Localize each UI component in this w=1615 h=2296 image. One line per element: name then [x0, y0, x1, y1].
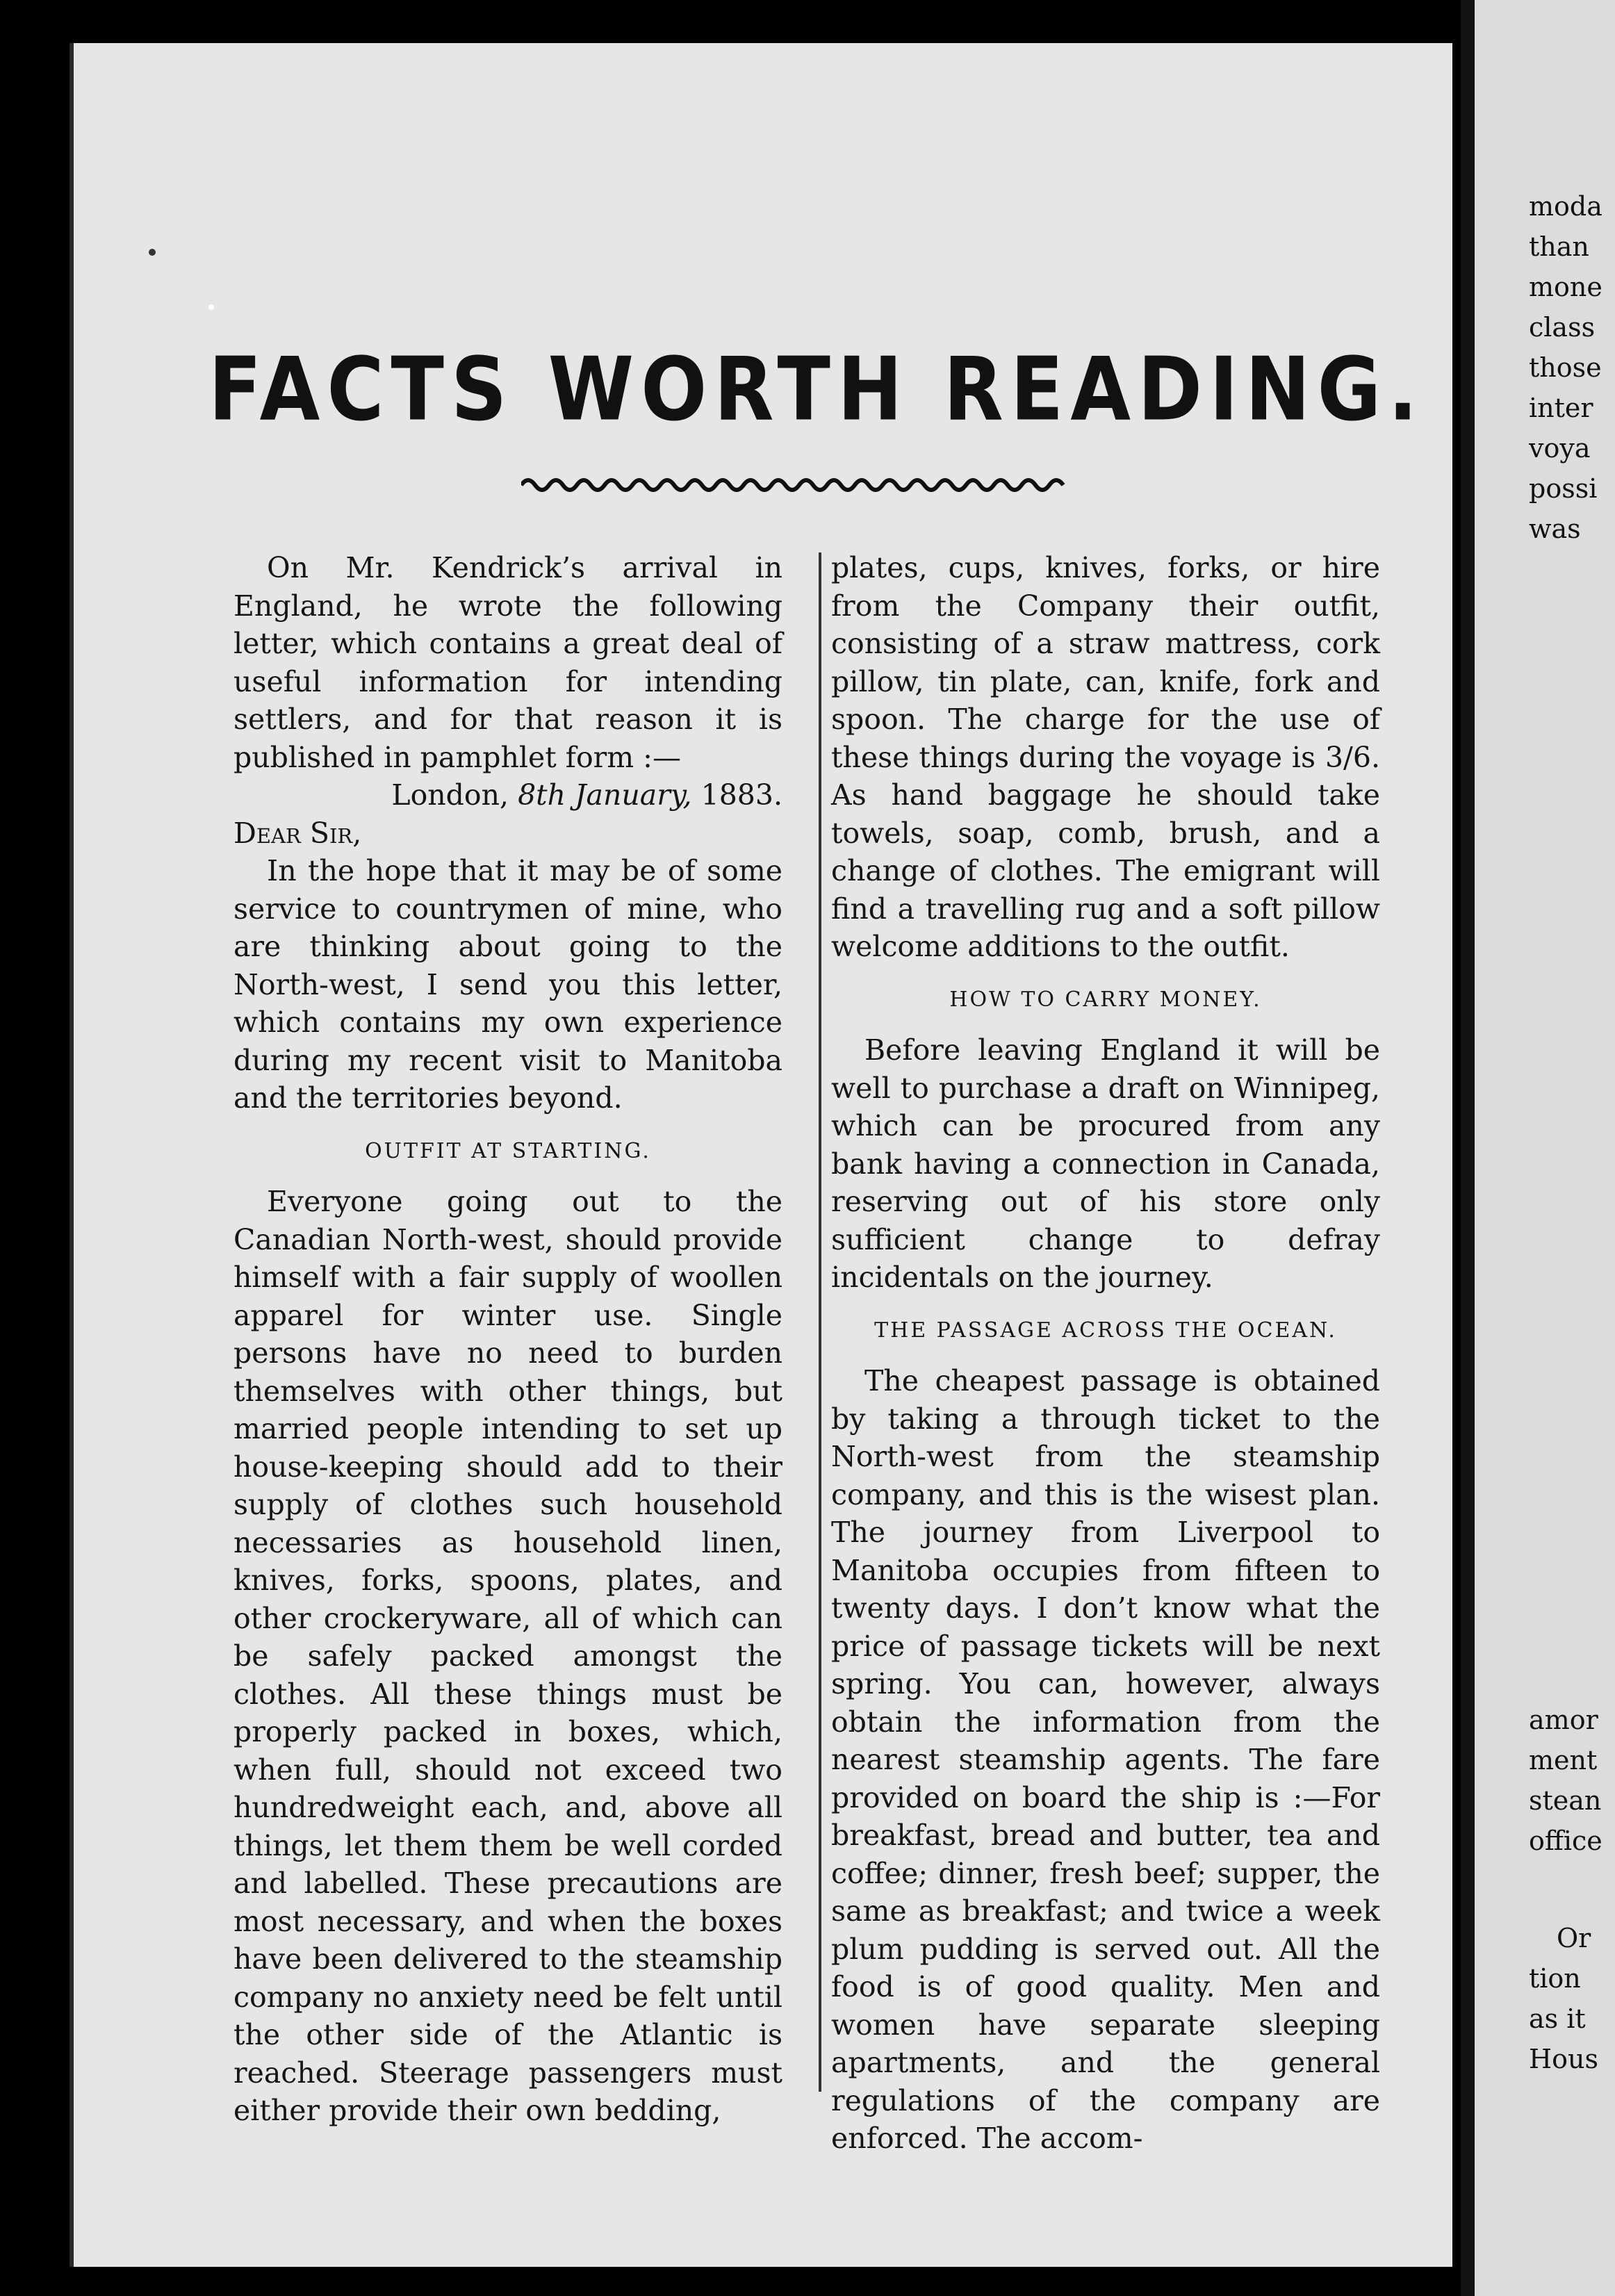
- dateline-year: 1883.: [700, 778, 782, 812]
- intro-paragraph: On Mr. Kendrick’s arrival in England, he wrote the following letter, which contains a great deal of useful information for intending settlers, and for that reason it is published in pamphlet form :—: [233, 551, 782, 774]
- fragment-line: Or: [1557, 1923, 1591, 1953]
- fragment-line: Hous: [1529, 2044, 1598, 2074]
- fragment-line: was: [1529, 514, 1581, 544]
- fragment-line: voya: [1529, 433, 1591, 464]
- fragment-line: ment: [1529, 1745, 1598, 1776]
- money-paragraph: Before leaving England it will be well to purchase a draft on Winnipeg, which can be procured from any bank having a connection in Canada, reserving out of his store only sufficient change to defray incidentals on the journey.: [831, 1033, 1380, 1294]
- outfit-paragraph: Everyone going out to the Canadian North-west, should provide himself with a fair supply of woollen apparel for winter use. Single persons have no need to burden themselves with other things, but married people intending to set up house-keeping should add to their supply of clothes such household necessaries as household linen, knives, forks, spoons, plates, and other crockeryware, all of which can be safely packed amongst the clothes. All these things must be properly packed in boxes, which, when full, should not exceed two hundredweight each, and, above all things, let them them be well corded and labelled. These precautions are most necessary, and when the boxes have been delivered to the steamship company no anxiety need be felt until the other side of the Atlantic is reached. Steerage passengers must either provide their own bedding,: [233, 1185, 782, 2127]
- speck: [208, 304, 214, 310]
- fragment-line: stean: [1529, 1785, 1602, 1816]
- dateline-date: 8th January,: [518, 778, 692, 812]
- fragment-line: moda: [1529, 191, 1602, 222]
- speck: [149, 249, 156, 256]
- section-heading-passage: THE PASSAGE ACROSS THE OCEAN.: [874, 1318, 1337, 1343]
- fragment-line: office: [1529, 1826, 1602, 1856]
- fragment-line: tion: [1529, 1963, 1581, 1994]
- dateline-place: London,: [391, 778, 509, 812]
- next-page-fragments-middle: [1529, 1700, 1602, 1861]
- salutation: Dear Sir,: [233, 816, 362, 850]
- letter-paragraph: In the hope that it may be of some service to countrymen of mine, who are thinking about going to the North-west, I send you this letter, which contains my own experience during my recent visit to Manitoba and the territories beyond.: [233, 854, 782, 1115]
- fragment-line: amor: [1529, 1705, 1598, 1735]
- fragment-line: as it: [1529, 2003, 1586, 2034]
- section-heading-money: HOW TO CARRY MONEY.: [949, 987, 1262, 1012]
- passage-paragraph: The cheapest passage is obtained by taking a through ticket to the North-west from the steamship company, and this is the wisest plan. The journey from Liverpool to Manitoba occupies from fifteen to twenty days. I don’t know what the price of passage tickets will be next spring. You can, however, always obtain the information from the nearest steamship agents. The fare provided on board the ship is :—For breakfast, bread and butter, tea and coffee; dinner, fresh beef; supper, the same as breakfast; and twice a week plum pudding is served out. All the food is of good quality. Men and women have separate sleeping apartments, and the general regulations of the company are enforced. The accom-: [831, 1364, 1380, 2155]
- left-column: [233, 549, 782, 2130]
- section-heading-outfit: OUTFIT AT STARTING.: [365, 1138, 651, 1163]
- next-page-fragments-bottom: [1529, 1918, 1598, 2079]
- column-divider: [819, 552, 821, 2092]
- fragment-line: mone: [1529, 272, 1602, 302]
- next-page-fragments-top: [1529, 186, 1602, 549]
- fragment-line: than: [1529, 231, 1589, 262]
- right-column: [831, 549, 1380, 2158]
- wavy-rule-ornament: [521, 473, 1070, 493]
- fragment-line: those: [1529, 352, 1602, 383]
- fragment-line: inter: [1529, 393, 1593, 423]
- fragment-line: class: [1529, 312, 1596, 343]
- page-title: FACTS WORTH READING.: [208, 339, 1425, 441]
- continued-paragraph: plates, cups, knives, forks, or hire from the Company their outfit, consisting of a straw mattress, cork pillow, tin plate, can, knife, fork and spoon. The charge for the use of these things during the voyage is 3/6. As hand baggage he should take towels, soap, comb, brush, and a change of clothes. The emigrant will find a travelling rug and a soft pillow welcome additions to the outfit.: [831, 551, 1380, 963]
- dateline: [233, 776, 782, 814]
- next-page-fragments: [1529, 0, 1615, 2296]
- fragment-line: possi: [1529, 473, 1598, 504]
